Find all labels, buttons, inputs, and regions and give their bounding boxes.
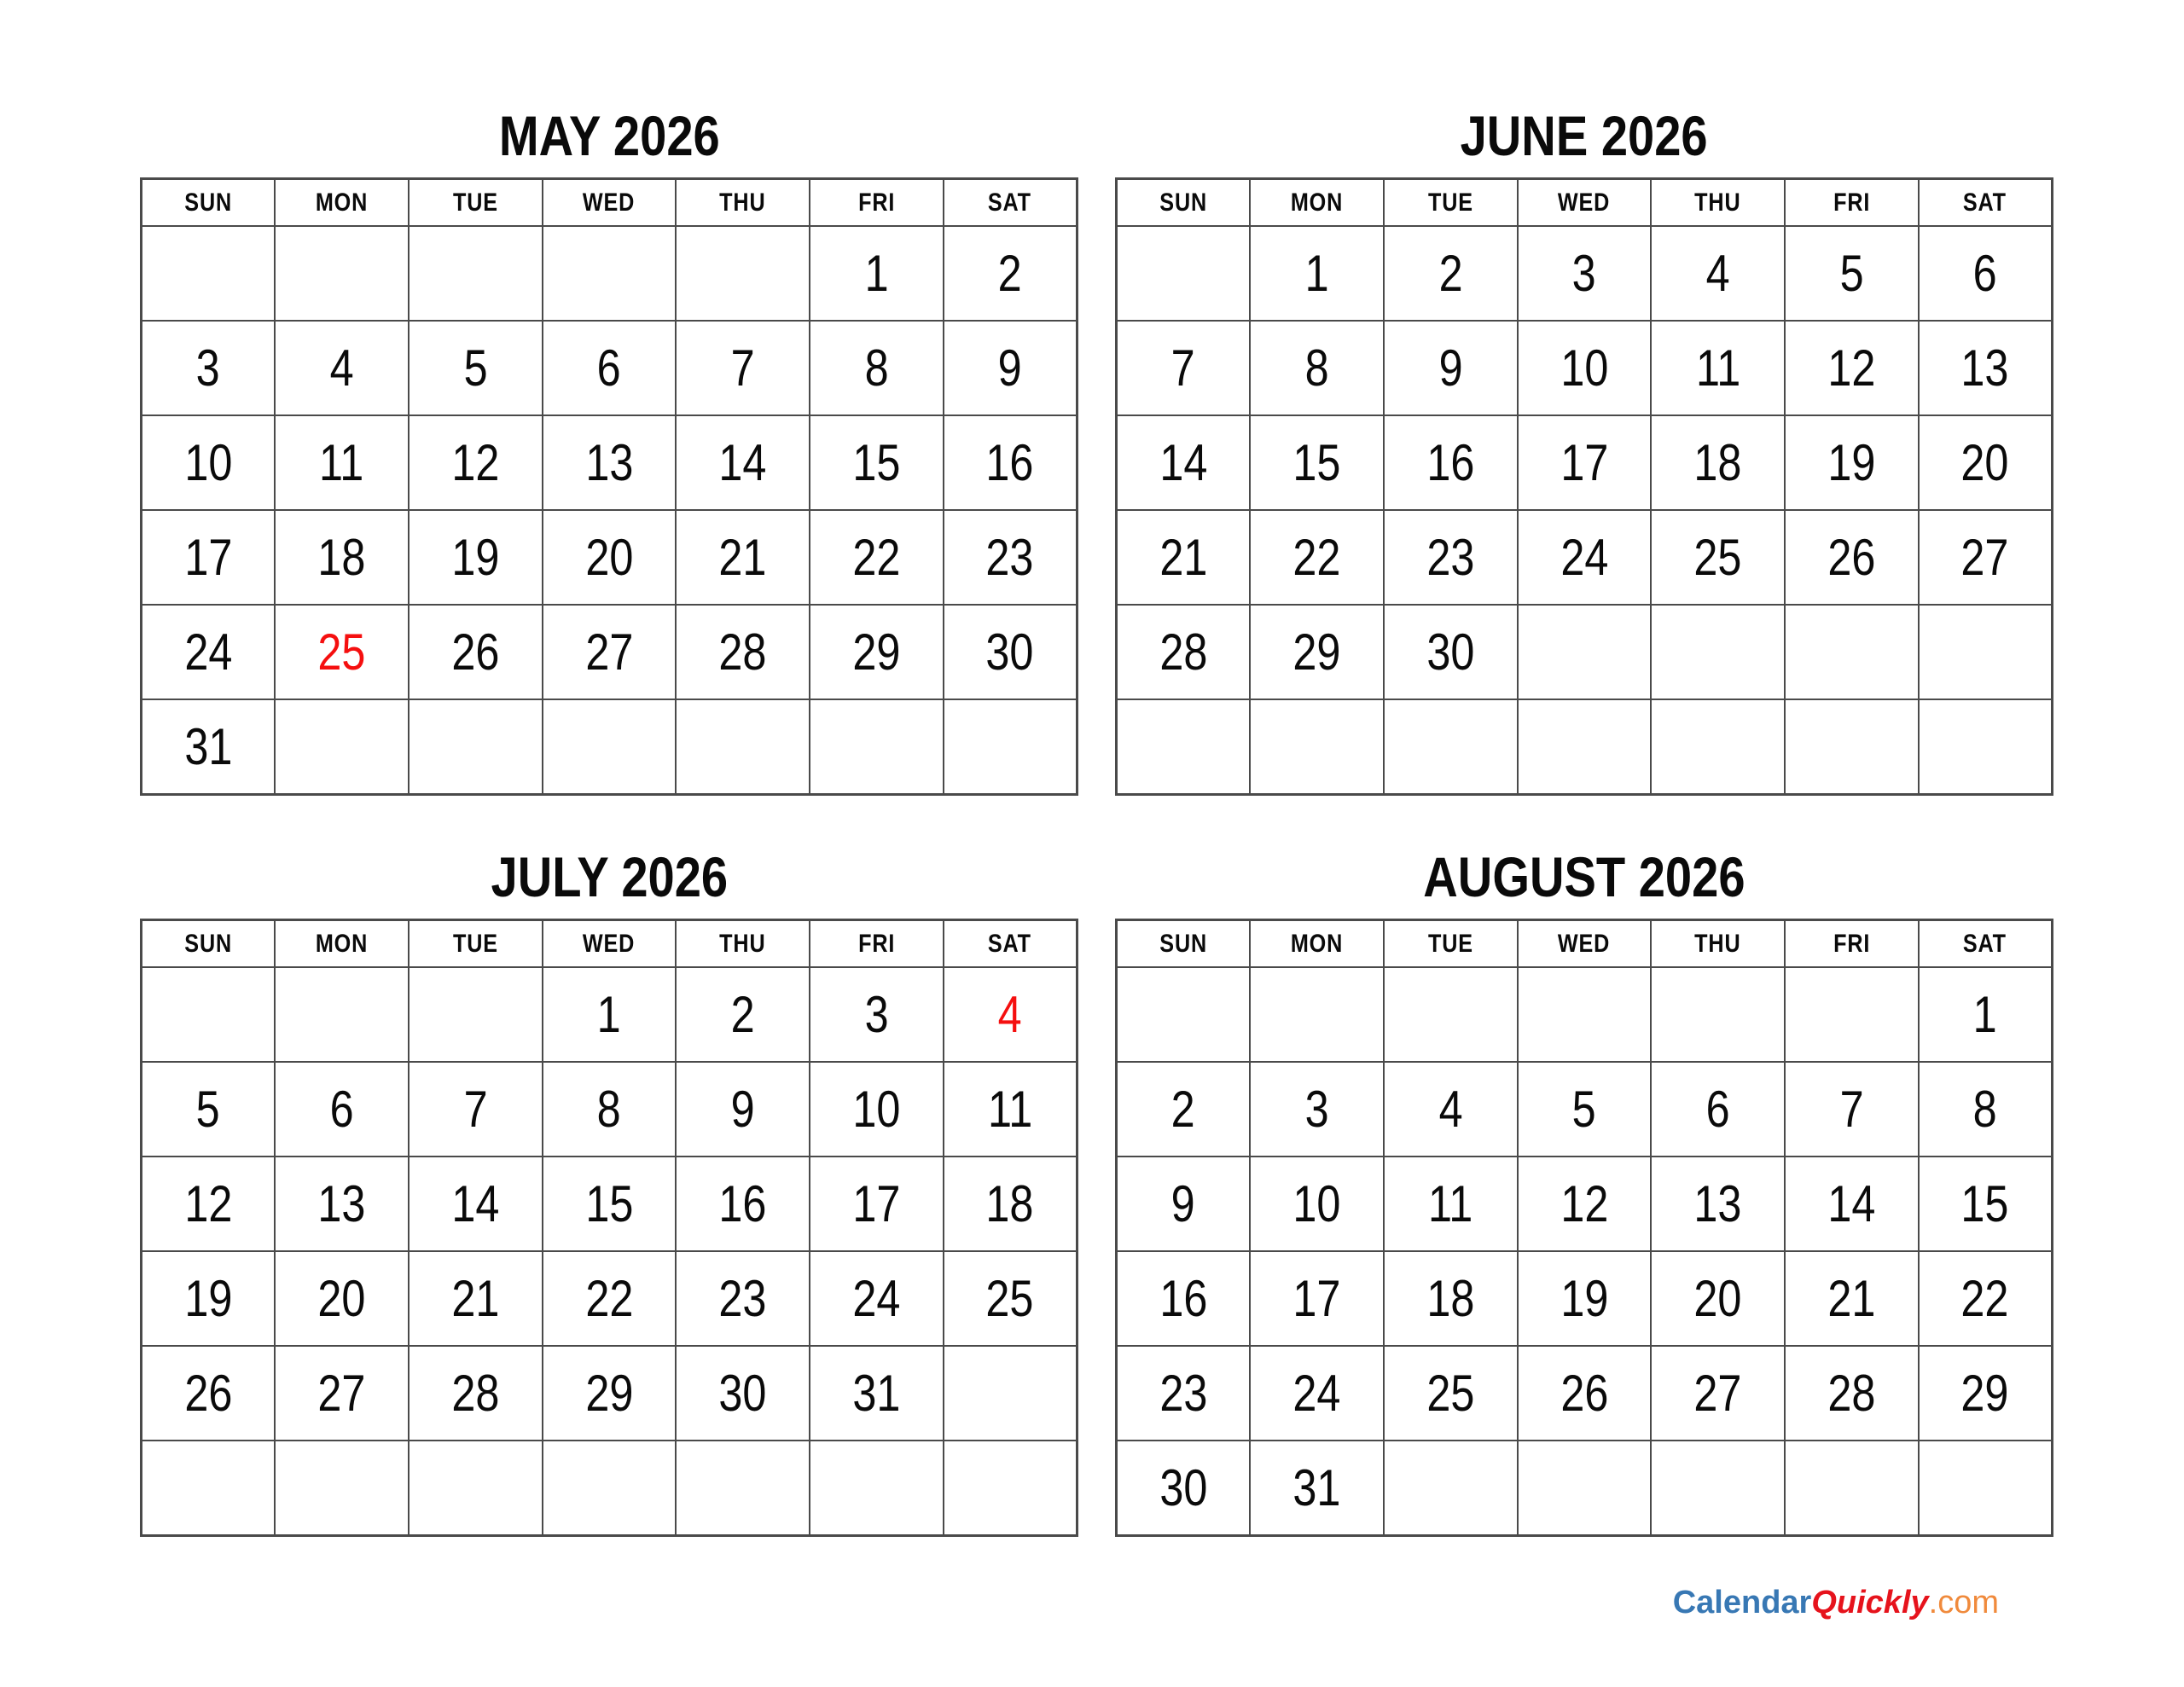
day-cell: 14 bbox=[676, 415, 810, 510]
day-cell: 22 bbox=[1250, 510, 1384, 605]
weekday-header: SUN bbox=[1117, 920, 1251, 968]
empty-day-cell bbox=[543, 1441, 677, 1536]
day-cell: 12 bbox=[142, 1157, 276, 1251]
week-row bbox=[1117, 1251, 2053, 1346]
weekday-header: WED bbox=[1518, 179, 1652, 227]
day-cell: 16 bbox=[1117, 1251, 1251, 1346]
day-cell: 5 bbox=[1518, 1062, 1652, 1157]
day-cell: 20 bbox=[275, 1251, 409, 1346]
empty-day-cell bbox=[275, 226, 409, 321]
weekday-header: SAT bbox=[944, 179, 1077, 227]
day-cell: 11 bbox=[944, 1062, 1077, 1157]
day-cell: 13 bbox=[1919, 321, 2053, 415]
empty-day-cell bbox=[142, 1441, 276, 1536]
day-cell: 27 bbox=[275, 1346, 409, 1441]
day-cell: 3 bbox=[142, 321, 276, 415]
day-cell: 18 bbox=[1651, 415, 1785, 510]
day-cell: 17 bbox=[810, 1157, 944, 1251]
day-cell: 13 bbox=[275, 1157, 409, 1251]
day-cell: 10 bbox=[1250, 1157, 1384, 1251]
day-cell: 18 bbox=[944, 1157, 1077, 1251]
day-cell: 26 bbox=[409, 605, 543, 699]
day-cell: 8 bbox=[810, 321, 944, 415]
day-cell: 17 bbox=[1518, 415, 1652, 510]
day-cell: 13 bbox=[1651, 1157, 1785, 1251]
month-calendar bbox=[1115, 104, 2053, 796]
month-table bbox=[140, 919, 1078, 1537]
weekday-header: THU bbox=[1651, 179, 1785, 227]
day-cell: 6 bbox=[543, 321, 677, 415]
day-cell: 22 bbox=[1919, 1251, 2053, 1346]
day-cell: 25 bbox=[944, 1251, 1077, 1346]
day-cell: 12 bbox=[1518, 1157, 1652, 1251]
day-cell: 7 bbox=[1117, 321, 1251, 415]
week-row bbox=[142, 1441, 1077, 1536]
weekday-header: MON bbox=[1250, 920, 1384, 968]
week-row bbox=[1117, 1062, 2053, 1157]
day-cell: 20 bbox=[1919, 415, 2053, 510]
day-cell: 1 bbox=[543, 967, 677, 1062]
day-cell: 8 bbox=[1250, 321, 1384, 415]
day-cell: 6 bbox=[1919, 226, 2053, 321]
weekday-header: SAT bbox=[1919, 179, 2053, 227]
day-cell: 2 bbox=[676, 967, 810, 1062]
empty-day-cell bbox=[676, 699, 810, 795]
empty-day-cell bbox=[275, 967, 409, 1062]
empty-day-cell bbox=[409, 699, 543, 795]
empty-day-cell bbox=[944, 1441, 1077, 1536]
day-cell: 7 bbox=[409, 1062, 543, 1157]
empty-day-cell bbox=[1384, 699, 1518, 795]
week-row bbox=[142, 605, 1077, 699]
empty-day-cell bbox=[1919, 1441, 2053, 1536]
weekday-header: FRI bbox=[810, 920, 944, 968]
day-cell: 5 bbox=[409, 321, 543, 415]
day-cell: 30 bbox=[1384, 605, 1518, 699]
day-cell: 28 bbox=[676, 605, 810, 699]
day-cell: 8 bbox=[543, 1062, 677, 1157]
day-cell: 17 bbox=[1250, 1251, 1384, 1346]
day-cell: 29 bbox=[1919, 1346, 2053, 1441]
day-cell: 29 bbox=[810, 605, 944, 699]
week-row bbox=[1117, 415, 2053, 510]
weekday-header: MON bbox=[275, 179, 409, 227]
empty-day-cell bbox=[944, 1346, 1077, 1441]
week-row bbox=[1117, 605, 2053, 699]
month-weeks bbox=[142, 226, 1077, 795]
week-row bbox=[142, 510, 1077, 605]
day-cell: 19 bbox=[409, 510, 543, 605]
empty-day-cell bbox=[1651, 1441, 1785, 1536]
weekday-header: FRI bbox=[810, 179, 944, 227]
week-row bbox=[142, 1251, 1077, 1346]
brand-tld-text: .com bbox=[1928, 1585, 1999, 1620]
day-cell: 15 bbox=[543, 1157, 677, 1251]
day-cell: 10 bbox=[810, 1062, 944, 1157]
day-cell: 2 bbox=[1117, 1062, 1251, 1157]
empty-day-cell bbox=[676, 1441, 810, 1536]
day-cell: 16 bbox=[676, 1157, 810, 1251]
week-row bbox=[142, 321, 1077, 415]
day-cell: 18 bbox=[1384, 1251, 1518, 1346]
day-cell: 29 bbox=[1250, 605, 1384, 699]
day-cell: 8 bbox=[1919, 1062, 2053, 1157]
day-cell: 9 bbox=[944, 321, 1077, 415]
week-row bbox=[1117, 510, 2053, 605]
day-cell: 24 bbox=[142, 605, 276, 699]
empty-day-cell bbox=[1651, 967, 1785, 1062]
empty-day-cell bbox=[1384, 1441, 1518, 1536]
weekday-header: MON bbox=[275, 920, 409, 968]
empty-day-cell bbox=[543, 699, 677, 795]
day-cell: 14 bbox=[1785, 1157, 1919, 1251]
week-row bbox=[142, 226, 1077, 321]
day-cell: 23 bbox=[944, 510, 1077, 605]
week-row bbox=[142, 1062, 1077, 1157]
empty-day-cell bbox=[1651, 699, 1785, 795]
empty-day-cell bbox=[1250, 967, 1384, 1062]
day-cell: 11 bbox=[275, 415, 409, 510]
empty-day-cell bbox=[275, 1441, 409, 1536]
month-table bbox=[1115, 177, 2053, 796]
weekday-header: WED bbox=[1518, 920, 1652, 968]
day-cell: 26 bbox=[1785, 510, 1919, 605]
empty-day-cell bbox=[810, 1441, 944, 1536]
brand-calendar-text: Calendar bbox=[1672, 1585, 1812, 1620]
day-cell: 26 bbox=[1518, 1346, 1652, 1441]
day-cell: 5 bbox=[142, 1062, 276, 1157]
empty-day-cell bbox=[142, 226, 276, 321]
week-row bbox=[1117, 226, 2053, 321]
empty-day-cell bbox=[1919, 699, 2053, 795]
empty-day-cell bbox=[1117, 967, 1251, 1062]
day-cell: 15 bbox=[810, 415, 944, 510]
month-table bbox=[1115, 919, 2053, 1537]
day-cell: 1 bbox=[1250, 226, 1384, 321]
day-cell: 24 bbox=[1518, 510, 1652, 605]
empty-day-cell bbox=[409, 1441, 543, 1536]
day-cell: 30 bbox=[676, 1346, 810, 1441]
week-row bbox=[1117, 1157, 2053, 1251]
day-cell: 11 bbox=[1651, 321, 1785, 415]
day-cell: 11 bbox=[1384, 1157, 1518, 1251]
month-calendar bbox=[1115, 845, 2053, 1537]
day-cell: 27 bbox=[1919, 510, 2053, 605]
empty-day-cell bbox=[409, 226, 543, 321]
day-cell: 25 bbox=[275, 605, 409, 699]
day-cell: 25 bbox=[1651, 510, 1785, 605]
empty-day-cell bbox=[1785, 699, 1919, 795]
day-cell: 13 bbox=[543, 415, 677, 510]
empty-day-cell bbox=[1384, 967, 1518, 1062]
month-weeks bbox=[1117, 967, 2053, 1536]
day-cell: 21 bbox=[409, 1251, 543, 1346]
empty-day-cell bbox=[1651, 605, 1785, 699]
day-cell: 14 bbox=[409, 1157, 543, 1251]
weekday-header: THU bbox=[676, 920, 810, 968]
weekday-header: TUE bbox=[1384, 920, 1518, 968]
day-cell: 2 bbox=[1384, 226, 1518, 321]
empty-day-cell bbox=[1518, 605, 1652, 699]
month-calendar bbox=[140, 845, 1078, 1537]
day-cell: 5 bbox=[1785, 226, 1919, 321]
footer bbox=[0, 1585, 2184, 1620]
day-cell: 1 bbox=[810, 226, 944, 321]
day-cell: 24 bbox=[810, 1251, 944, 1346]
day-cell: 19 bbox=[1518, 1251, 1652, 1346]
brand-quickly-text: Quickly bbox=[1811, 1585, 1929, 1620]
month-title: AUGUST 2026 bbox=[1423, 845, 1745, 908]
day-cell: 15 bbox=[1250, 415, 1384, 510]
empty-day-cell bbox=[543, 226, 677, 321]
weekday-header: TUE bbox=[409, 920, 543, 968]
weekday-header: SAT bbox=[1919, 920, 2053, 968]
day-cell: 4 bbox=[1384, 1062, 1518, 1157]
weekday-header-row bbox=[1117, 920, 2053, 968]
day-cell: 21 bbox=[676, 510, 810, 605]
week-row bbox=[1117, 1346, 2053, 1441]
day-cell: 16 bbox=[944, 415, 1077, 510]
weekday-header: TUE bbox=[1384, 179, 1518, 227]
day-cell: 3 bbox=[810, 967, 944, 1062]
month-title: MAY 2026 bbox=[498, 104, 720, 167]
day-cell: 12 bbox=[1785, 321, 1919, 415]
day-cell: 12 bbox=[409, 415, 543, 510]
day-cell: 24 bbox=[1250, 1346, 1384, 1441]
empty-day-cell bbox=[810, 699, 944, 795]
empty-day-cell bbox=[142, 967, 276, 1062]
empty-day-cell bbox=[275, 699, 409, 795]
day-cell: 21 bbox=[1785, 1251, 1919, 1346]
day-cell: 27 bbox=[543, 605, 677, 699]
day-cell: 6 bbox=[275, 1062, 409, 1157]
week-row bbox=[142, 415, 1077, 510]
empty-day-cell bbox=[1518, 1441, 1652, 1536]
month-table bbox=[140, 177, 1078, 796]
empty-day-cell bbox=[1518, 967, 1652, 1062]
brand-link[interactable] bbox=[1673, 1585, 1999, 1620]
day-cell: 22 bbox=[543, 1251, 677, 1346]
day-cell: 16 bbox=[1384, 415, 1518, 510]
day-cell: 4 bbox=[944, 967, 1077, 1062]
weekday-header: THU bbox=[1651, 920, 1785, 968]
day-cell: 28 bbox=[1117, 605, 1251, 699]
weekday-header-row bbox=[142, 920, 1077, 968]
empty-day-cell bbox=[944, 699, 1077, 795]
day-cell: 3 bbox=[1250, 1062, 1384, 1157]
day-cell: 6 bbox=[1651, 1062, 1785, 1157]
day-cell: 15 bbox=[1919, 1157, 2053, 1251]
day-cell: 18 bbox=[275, 510, 409, 605]
day-cell: 20 bbox=[1651, 1251, 1785, 1346]
month-title: JUNE 2026 bbox=[1460, 104, 1709, 167]
week-row bbox=[1117, 967, 2053, 1062]
week-row bbox=[142, 1346, 1077, 1441]
empty-day-cell bbox=[676, 226, 810, 321]
day-cell: 26 bbox=[142, 1346, 276, 1441]
day-cell: 31 bbox=[142, 699, 276, 795]
empty-day-cell bbox=[1518, 699, 1652, 795]
empty-day-cell bbox=[1117, 226, 1251, 321]
weekday-header: FRI bbox=[1785, 179, 1919, 227]
week-row bbox=[142, 967, 1077, 1062]
weekday-header: MON bbox=[1250, 179, 1384, 227]
empty-day-cell bbox=[1117, 699, 1251, 795]
day-cell: 29 bbox=[543, 1346, 677, 1441]
weekday-header: SUN bbox=[142, 179, 276, 227]
weekday-header: SUN bbox=[1117, 179, 1251, 227]
day-cell: 7 bbox=[1785, 1062, 1919, 1157]
day-cell: 30 bbox=[944, 605, 1077, 699]
day-cell: 3 bbox=[1518, 226, 1652, 321]
empty-day-cell bbox=[1785, 1441, 1919, 1536]
day-cell: 2 bbox=[944, 226, 1077, 321]
weekday-header: SAT bbox=[944, 920, 1077, 968]
month-weeks bbox=[142, 967, 1077, 1536]
weekday-header: TUE bbox=[409, 179, 543, 227]
weekday-header: WED bbox=[543, 920, 677, 968]
empty-day-cell bbox=[409, 967, 543, 1062]
day-cell: 22 bbox=[810, 510, 944, 605]
weekday-header: WED bbox=[543, 179, 677, 227]
empty-day-cell bbox=[1785, 967, 1919, 1062]
day-cell: 10 bbox=[1518, 321, 1652, 415]
day-cell: 4 bbox=[275, 321, 409, 415]
weekday-header-row bbox=[142, 179, 1077, 227]
day-cell: 31 bbox=[810, 1346, 944, 1441]
empty-day-cell bbox=[1785, 605, 1919, 699]
day-cell: 23 bbox=[676, 1251, 810, 1346]
week-row bbox=[142, 699, 1077, 795]
day-cell: 31 bbox=[1250, 1441, 1384, 1536]
day-cell: 30 bbox=[1117, 1441, 1251, 1536]
day-cell: 27 bbox=[1651, 1346, 1785, 1441]
day-cell: 9 bbox=[676, 1062, 810, 1157]
day-cell: 25 bbox=[1384, 1346, 1518, 1441]
month-weeks bbox=[1117, 226, 2053, 795]
month-title: JULY 2026 bbox=[491, 845, 728, 908]
weekday-header: FRI bbox=[1785, 920, 1919, 968]
empty-day-cell bbox=[1250, 699, 1384, 795]
day-cell: 7 bbox=[676, 321, 810, 415]
day-cell: 1 bbox=[1919, 967, 2053, 1062]
day-cell: 17 bbox=[142, 510, 276, 605]
week-row bbox=[1117, 321, 2053, 415]
day-cell: 10 bbox=[142, 415, 276, 510]
day-cell: 21 bbox=[1117, 510, 1251, 605]
weekday-header-row bbox=[1117, 179, 2053, 227]
week-row bbox=[1117, 699, 2053, 795]
week-row bbox=[1117, 1441, 2053, 1536]
empty-day-cell bbox=[1919, 605, 2053, 699]
weekday-header: THU bbox=[676, 179, 810, 227]
day-cell: 14 bbox=[1117, 415, 1251, 510]
day-cell: 9 bbox=[1117, 1157, 1251, 1251]
day-cell: 28 bbox=[409, 1346, 543, 1441]
day-cell: 19 bbox=[1785, 415, 1919, 510]
day-cell: 4 bbox=[1651, 226, 1785, 321]
day-cell: 9 bbox=[1384, 321, 1518, 415]
day-cell: 23 bbox=[1384, 510, 1518, 605]
month-calendar bbox=[140, 104, 1078, 796]
day-cell: 28 bbox=[1785, 1346, 1919, 1441]
day-cell: 23 bbox=[1117, 1346, 1251, 1441]
day-cell: 19 bbox=[142, 1251, 276, 1346]
weekday-header: SUN bbox=[142, 920, 276, 968]
week-row bbox=[142, 1157, 1077, 1251]
day-cell: 20 bbox=[543, 510, 677, 605]
